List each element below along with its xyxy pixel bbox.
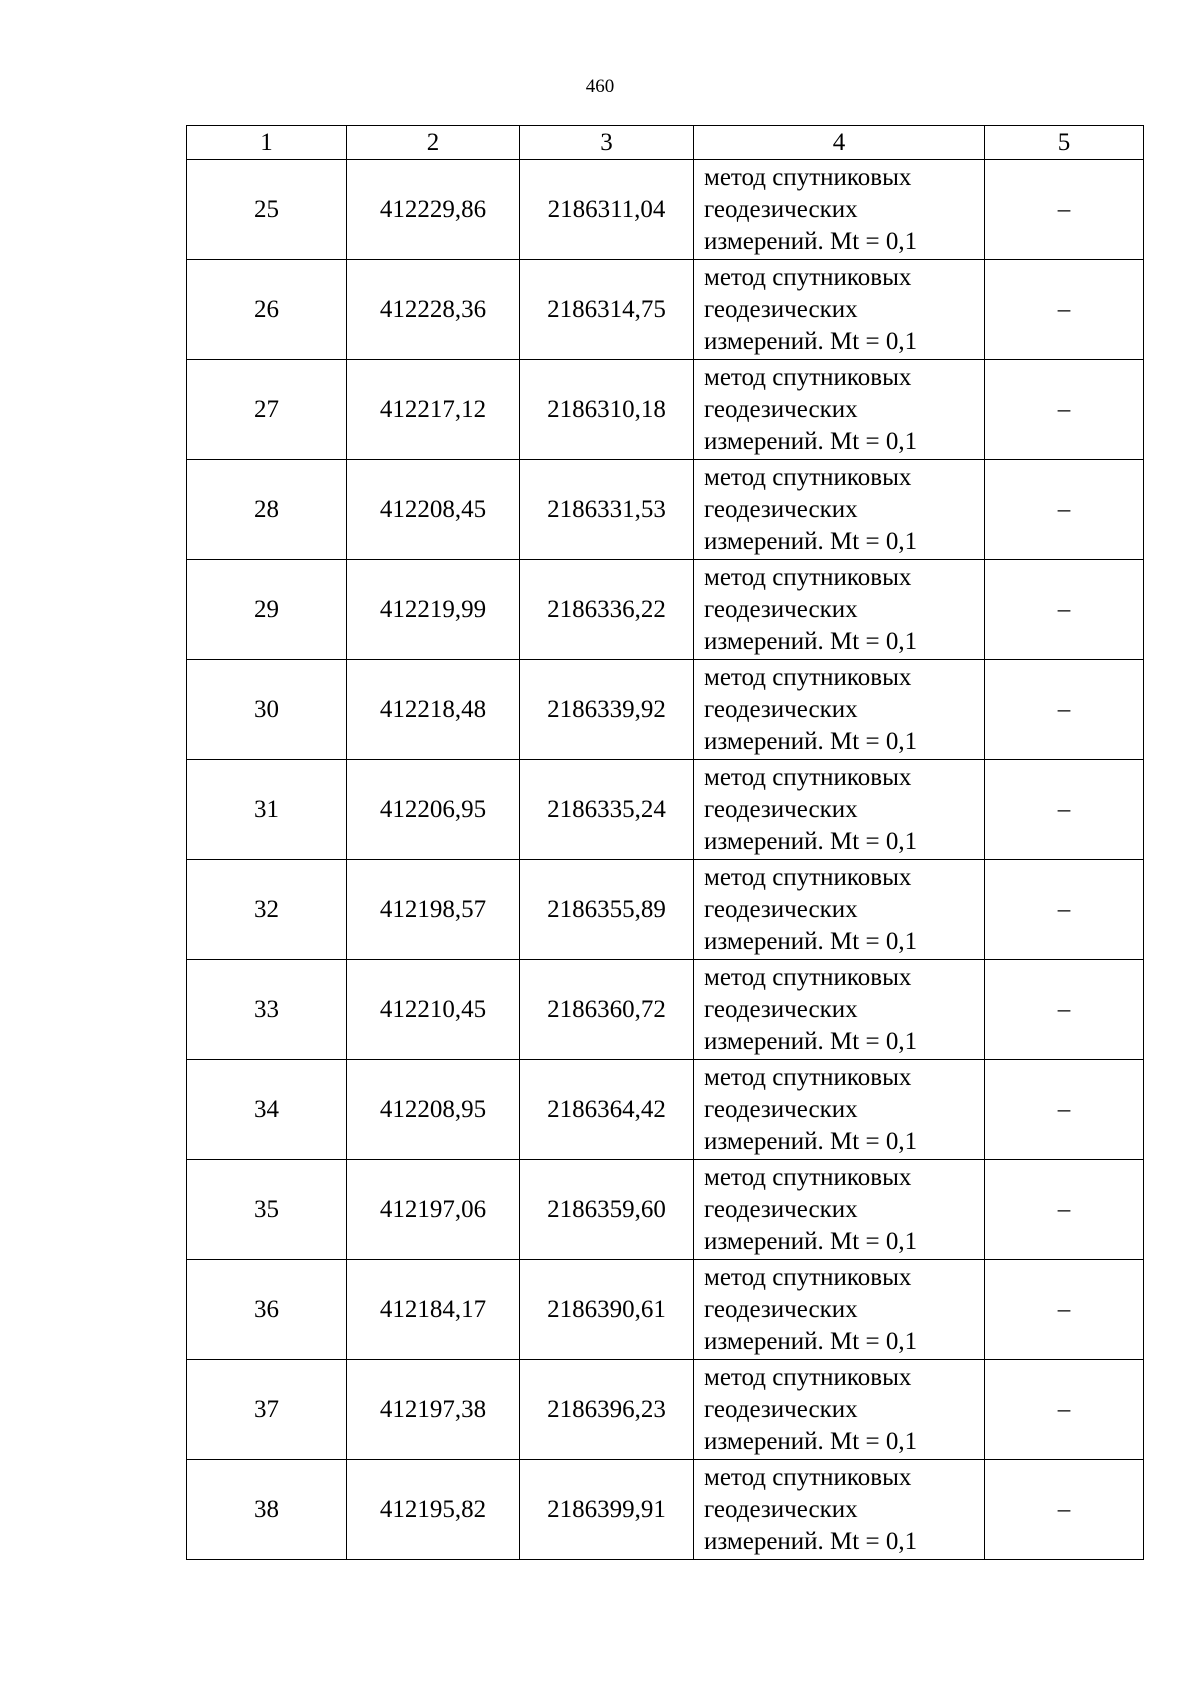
x-coordinate-cell: 412217,12	[347, 360, 520, 460]
x-coordinate-cell: 412184,17	[347, 1260, 520, 1360]
method-line-2: геодезических	[704, 1295, 858, 1323]
x-coordinate-cell: 412219,99	[347, 560, 520, 660]
table-row	[187, 460, 1144, 560]
table-row	[187, 660, 1144, 760]
method-cell	[694, 1060, 985, 1160]
method-line-2: геодезических	[704, 595, 858, 623]
table-row	[187, 260, 1144, 360]
method-line-1: метод спутниковых	[704, 1263, 912, 1291]
method-cell	[694, 860, 985, 960]
y-coordinate-cell: 2186331,53	[520, 460, 694, 560]
method-line-1: метод спутниковых	[704, 163, 912, 191]
y-coordinate-cell: 2186390,61	[520, 1260, 694, 1360]
y-coordinate-cell: 2186364,42	[520, 1060, 694, 1160]
point-number-cell: 33	[187, 960, 347, 1060]
point-number-cell: 38	[187, 1460, 347, 1560]
page-number: 460	[585, 76, 615, 97]
method-line-2: геодезических	[704, 395, 858, 423]
method-cell	[694, 460, 985, 560]
table-row	[187, 360, 1144, 460]
method-line-1: метод спутниковых	[704, 1163, 912, 1191]
method-line-3: измерений. Mt = 0,1	[704, 927, 918, 955]
header-cell-col-1: 1	[187, 126, 347, 160]
method-line-3: измерений. Mt = 0,1	[704, 827, 918, 855]
method-line-2: геодезических	[704, 1195, 858, 1223]
method-line-3: измерений. Mt = 0,1	[704, 727, 918, 755]
method-line-1: метод спутниковых	[704, 363, 912, 391]
y-coordinate-cell: 2186311,04	[520, 160, 694, 260]
y-coordinate-cell: 2186335,24	[520, 760, 694, 860]
method-line-3: измерений. Mt = 0,1	[704, 527, 918, 555]
y-coordinate-cell: 2186310,18	[520, 360, 694, 460]
note-cell: –	[985, 1160, 1144, 1260]
note-cell: –	[985, 960, 1144, 1060]
method-line-2: геодезических	[704, 995, 858, 1023]
method-cell	[694, 560, 985, 660]
table-row	[187, 1260, 1144, 1360]
note-cell: –	[985, 760, 1144, 860]
method-line-3: измерений. Mt = 0,1	[704, 627, 918, 655]
method-line-3: измерений. Mt = 0,1	[704, 1127, 918, 1155]
point-number-cell: 30	[187, 660, 347, 760]
method-line-3: измерений. Mt = 0,1	[704, 1227, 918, 1255]
note-cell: –	[985, 1360, 1144, 1460]
method-line-3: измерений. Mt = 0,1	[704, 227, 918, 255]
method-cell	[694, 960, 985, 1060]
point-number-cell: 37	[187, 1360, 347, 1460]
note-cell: –	[985, 160, 1144, 260]
coordinates-table	[186, 125, 1144, 1560]
table-header-row	[187, 126, 1144, 160]
y-coordinate-cell: 2186399,91	[520, 1460, 694, 1560]
x-coordinate-cell: 412228,36	[347, 260, 520, 360]
table-row	[187, 160, 1144, 260]
method-cell	[694, 1360, 985, 1460]
note-cell: –	[985, 360, 1144, 460]
note-cell: –	[985, 1260, 1144, 1360]
y-coordinate-cell: 2186339,92	[520, 660, 694, 760]
x-coordinate-cell: 412197,38	[347, 1360, 520, 1460]
note-cell: –	[985, 860, 1144, 960]
header-cell-col-4: 4	[694, 126, 985, 160]
x-coordinate-cell: 412198,57	[347, 860, 520, 960]
x-coordinate-cell: 412195,82	[347, 1460, 520, 1560]
method-line-2: геодезических	[704, 1395, 858, 1423]
method-line-2: геодезических	[704, 1095, 858, 1123]
point-number-cell: 32	[187, 860, 347, 960]
method-line-3: измерений. Mt = 0,1	[704, 1527, 918, 1555]
method-line-1: метод спутниковых	[704, 463, 912, 491]
x-coordinate-cell: 412218,48	[347, 660, 520, 760]
header-cell-col-2: 2	[347, 126, 520, 160]
method-cell	[694, 1160, 985, 1260]
method-line-3: измерений. Mt = 0,1	[704, 1027, 918, 1055]
method-line-1: метод спутниковых	[704, 1463, 912, 1491]
point-number-cell: 26	[187, 260, 347, 360]
y-coordinate-cell: 2186359,60	[520, 1160, 694, 1260]
method-cell	[694, 260, 985, 360]
table-row	[187, 1060, 1144, 1160]
table-row	[187, 1160, 1144, 1260]
method-line-1: метод спутниковых	[704, 563, 912, 591]
method-line-1: метод спутниковых	[704, 1063, 912, 1091]
y-coordinate-cell: 2186360,72	[520, 960, 694, 1060]
x-coordinate-cell: 412206,95	[347, 760, 520, 860]
method-cell	[694, 360, 985, 460]
y-coordinate-cell: 2186314,75	[520, 260, 694, 360]
method-line-1: метод спутниковых	[704, 1363, 912, 1391]
note-cell: –	[985, 560, 1144, 660]
point-number-cell: 35	[187, 1160, 347, 1260]
method-cell	[694, 760, 985, 860]
method-line-3: измерений. Mt = 0,1	[704, 327, 918, 355]
method-line-2: геодезических	[704, 795, 858, 823]
method-line-2: геодезических	[704, 195, 858, 223]
x-coordinate-cell: 412208,95	[347, 1060, 520, 1160]
method-line-2: геодезических	[704, 295, 858, 323]
header-cell-col-5: 5	[985, 126, 1144, 160]
method-line-2: геодезических	[704, 1495, 858, 1523]
table-row	[187, 760, 1144, 860]
method-line-1: метод спутниковых	[704, 663, 912, 691]
method-cell	[694, 1260, 985, 1360]
y-coordinate-cell: 2186336,22	[520, 560, 694, 660]
method-line-3: измерений. Mt = 0,1	[704, 1327, 918, 1355]
method-line-1: метод спутниковых	[704, 863, 912, 891]
y-coordinate-cell: 2186355,89	[520, 860, 694, 960]
x-coordinate-cell: 412197,06	[347, 1160, 520, 1260]
method-line-2: геодезических	[704, 495, 858, 523]
method-line-1: метод спутниковых	[704, 263, 912, 291]
method-line-2: геодезических	[704, 695, 858, 723]
method-line-3: измерений. Mt = 0,1	[704, 427, 918, 455]
point-number-cell: 31	[187, 760, 347, 860]
table-row	[187, 860, 1144, 960]
method-line-1: метод спутниковых	[704, 963, 912, 991]
note-cell: –	[985, 1460, 1144, 1560]
point-number-cell: 28	[187, 460, 347, 560]
x-coordinate-cell: 412229,86	[347, 160, 520, 260]
x-coordinate-cell: 412208,45	[347, 460, 520, 560]
method-cell	[694, 160, 985, 260]
method-cell	[694, 660, 985, 760]
point-number-cell: 29	[187, 560, 347, 660]
method-line-1: метод спутниковых	[704, 763, 912, 791]
table-row	[187, 560, 1144, 660]
method-line-3: измерений. Mt = 0,1	[704, 1427, 918, 1455]
table-body	[187, 160, 1144, 1560]
note-cell: –	[985, 1060, 1144, 1160]
note-cell: –	[985, 660, 1144, 760]
method-cell	[694, 1460, 985, 1560]
point-number-cell: 36	[187, 1260, 347, 1360]
note-cell: –	[985, 260, 1144, 360]
point-number-cell: 25	[187, 160, 347, 260]
header-cell-col-3: 3	[520, 126, 694, 160]
table-row	[187, 960, 1144, 1060]
x-coordinate-cell: 412210,45	[347, 960, 520, 1060]
method-line-2: геодезических	[704, 895, 858, 923]
table-row	[187, 1460, 1144, 1560]
table-row	[187, 1360, 1144, 1460]
point-number-cell: 34	[187, 1060, 347, 1160]
point-number-cell: 27	[187, 360, 347, 460]
y-coordinate-cell: 2186396,23	[520, 1360, 694, 1460]
note-cell: –	[985, 460, 1144, 560]
